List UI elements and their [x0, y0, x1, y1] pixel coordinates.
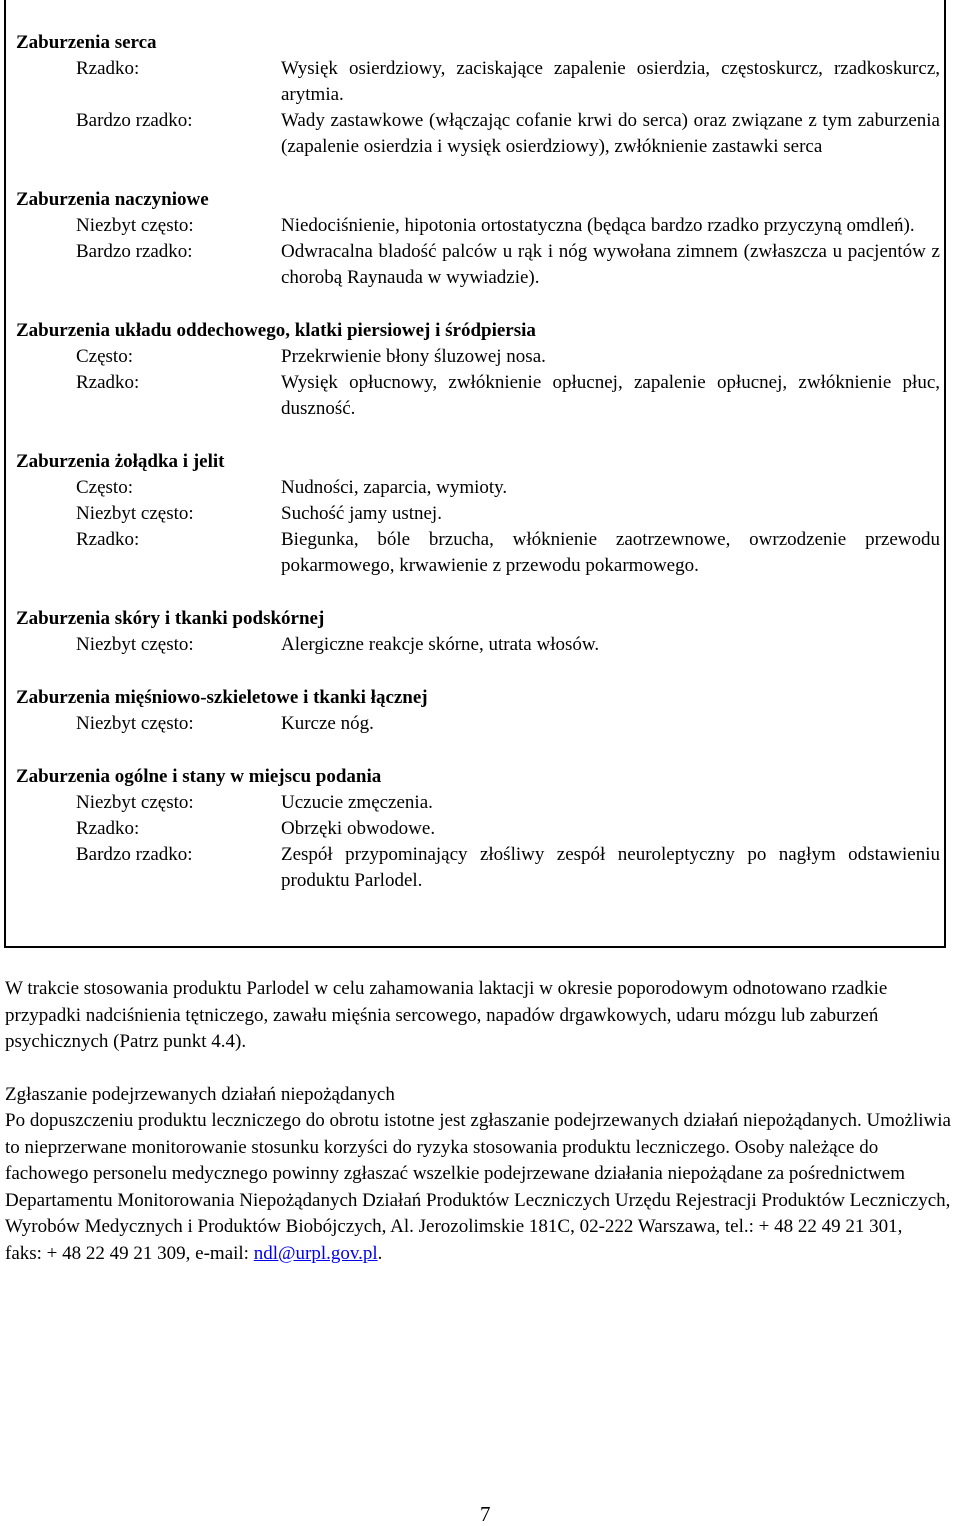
reaction-description: Wady zastawkowe (włączając cofanie krwi do serca) oraz związane z tym zaburzenia (zapalenie osierdzia i wysięk osierdziowy), zwłóknienie zastawki serca [281, 110, 940, 157]
adverse-reactions-table [4, 0, 946, 948]
reaction-row [16, 213, 940, 239]
frequency-label: Rzadko: [76, 58, 140, 79]
reaction-description: Zespół przypominający złośliwy zespół neuroleptyczny po nagłym odstawieniu produktu Parlodel. [281, 844, 940, 891]
reaction-description: Wysięk opłucnowy, zwłóknienie opłucnej, zapalenie opłucnej, zwłóknienie płuc, duszność. [281, 372, 940, 419]
email-link[interactable]: ndl@urpl.gov.pl [253, 1242, 378, 1264]
reaction-row [16, 711, 940, 737]
reaction-row [16, 527, 940, 579]
page-number: 7 [480, 1502, 491, 1526]
reaction-description: Uczucie zmęczenia. [281, 792, 433, 813]
frequency-label: Często: [76, 477, 133, 498]
reporting-paragraph [5, 1108, 957, 1267]
frequency-label: Niezbyt często: [76, 503, 194, 524]
soc-section [16, 764, 940, 894]
reporting-text: Po dopuszczeniu produktu leczniczego do obrotu istotne jest zgłaszanie podejrzewanych działań niepożądanych. Umożliwia to nieprzerwane monitorowanie stosunku korzyści do ryzyka stosowania produktu leczniczego. Osoby należące do fachowego personelu medycznego powinny zgłaszać wszelkie podejrzewane działania niepożądane za pośrednictwem Departamentu Monitorowania Niepożądanych Działań Produktów Leczniczych Urzędu Rejestracji Produktów Leczniczych, Wyrobów Medycznych i Produktów Biobójczych, Al. Jerozolimskie 181C, 02-222 Warszawa, tel.: + 48 22 49 21 301, [5, 1110, 951, 1237]
soc-section [16, 685, 940, 737]
reaction-row [16, 816, 940, 842]
soc-title: Zaburzenia układu oddechowego, klatki piersiowej i śródpiersia [16, 320, 536, 341]
reaction-description: Odwracalna bladość palców u rąk i nóg wywołana zimnem (zwłaszcza u pacjentów z chorobą Raynauda w wywiadzie). [281, 241, 940, 288]
reaction-row [16, 501, 940, 527]
frequency-label: Rzadko: [76, 818, 140, 839]
reaction-row [16, 108, 940, 160]
soc-title: Zaburzenia mięśniowo-szkieletowe i tkanki łącznej [16, 687, 428, 708]
reporting-end: . [377, 1242, 383, 1264]
frequency-label: Bardzo rzadko: [76, 241, 193, 262]
reaction-row [16, 842, 940, 894]
frequency-label: Bardzo rzadko: [76, 110, 193, 131]
frequency-label: Niezbyt często: [76, 215, 194, 236]
reaction-row [16, 370, 940, 422]
reaction-row [16, 790, 940, 816]
soc-section [16, 187, 940, 291]
reaction-row [16, 56, 940, 108]
soc-section [16, 449, 940, 579]
post-table-text [5, 976, 957, 1267]
soc-section [16, 30, 940, 160]
reaction-description: Alergiczne reakcje skórne, utrata włosów. [281, 634, 600, 655]
sections-container [16, 30, 940, 921]
reporting-fax: faks: + 48 22 49 21 309, e-mail: [5, 1242, 254, 1264]
lactation-paragraph: W trakcie stosowania produktu Parlodel w celu zahamowania laktacji w okresie poporodowym odnotowano rzadkie przypadki nadciśnienia tętniczego, zawału mięśnia sercowego, napadów drgawkowych, udaru mózgu lub zaburzeń psychicznych (Patrz punkt 4.4). [5, 978, 888, 1052]
frequency-label: Często: [76, 346, 133, 367]
reaction-description: Biegunka, bóle brzucha, włóknienie zaotrzewnowe, owrzodzenie przewodu pokarmowego, krwawienie z przewodu pokarmowego. [281, 529, 940, 576]
reaction-description: Suchość jamy ustnej. [281, 503, 442, 524]
frequency-label: Niezbyt często: [76, 792, 194, 813]
reaction-description: Nudności, zaparcia, wymioty. [281, 477, 508, 498]
reaction-row [16, 239, 940, 291]
reaction-description: Kurcze nóg. [281, 713, 374, 734]
soc-title: Zaburzenia żołądka i jelit [16, 451, 225, 472]
reaction-description: Przekrwienie błony śluzowej nosa. [281, 346, 546, 367]
reaction-description: Wysięk osierdziowy, zaciskające zapalenie osierdzia, częstoskurcz, rzadkoskurcz, arytmia. [281, 58, 940, 105]
reaction-description: Obrzęki obwodowe. [281, 818, 436, 839]
soc-section [16, 318, 940, 422]
reaction-row [16, 632, 940, 658]
reaction-description: Niedociśnienie, hipotonia ortostatyczna (będąca bardzo rzadko przyczyną omdleń). [281, 215, 915, 236]
soc-title: Zaburzenia ogólne i stany w miejscu podania [16, 766, 382, 787]
frequency-label: Rzadko: [76, 529, 140, 550]
frequency-label: Niezbyt często: [76, 634, 194, 655]
frequency-label: Rzadko: [76, 372, 140, 393]
frequency-label: Bardzo rzadko: [76, 844, 193, 865]
soc-title: Zaburzenia serca [16, 32, 157, 53]
frequency-label: Niezbyt często: [76, 713, 194, 734]
soc-section [16, 606, 940, 658]
soc-title: Zaburzenia skóry i tkanki podskórnej [16, 608, 325, 629]
soc-title: Zaburzenia naczyniowe [16, 189, 209, 210]
reporting-heading: Zgłaszanie podejrzewanych działań niepożądanych [5, 1083, 395, 1105]
reaction-row [16, 344, 940, 370]
reaction-row [16, 475, 940, 501]
